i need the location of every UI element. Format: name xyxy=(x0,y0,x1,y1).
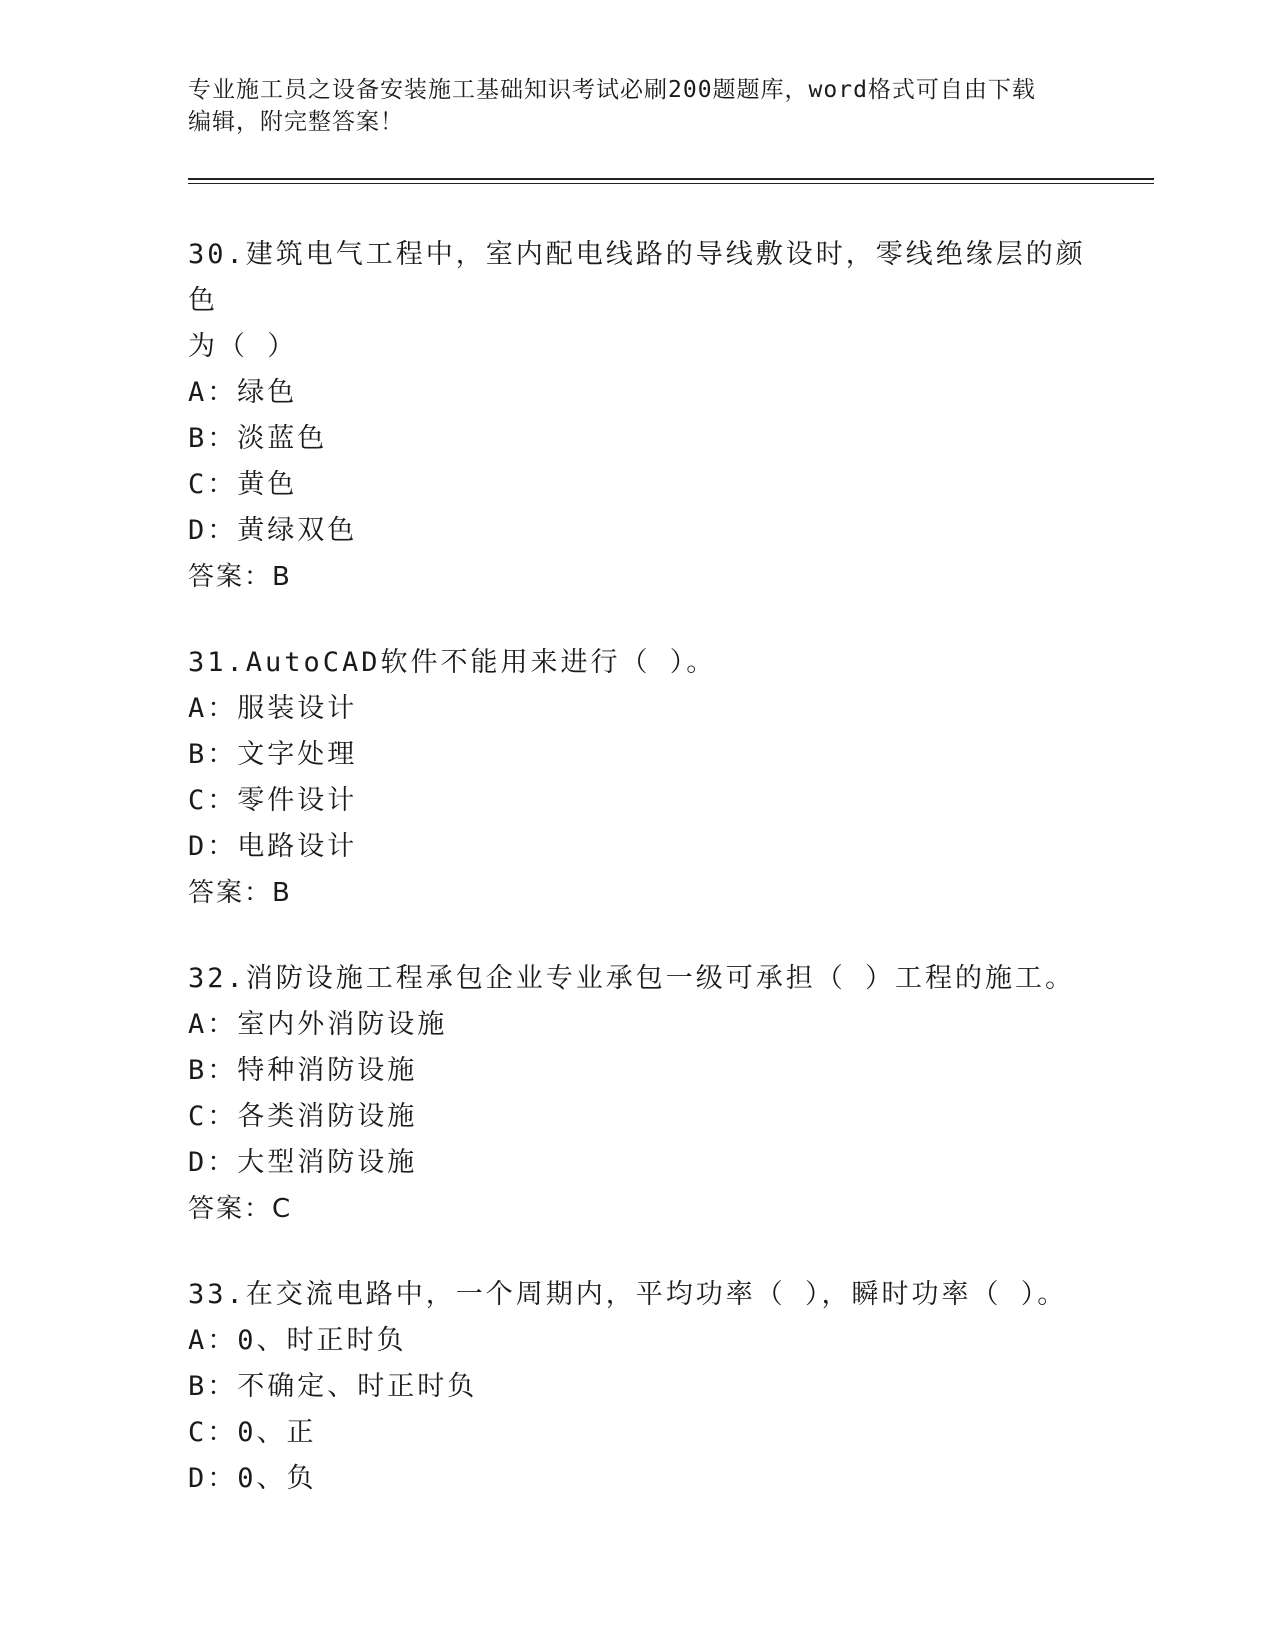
question-30 xyxy=(188,232,1088,600)
answer: 答案：B xyxy=(188,562,292,592)
header-divider-thick xyxy=(188,178,1154,180)
option-c: C：各类消防设施 xyxy=(188,1101,418,1132)
question-33 xyxy=(188,1272,1088,1502)
question-title: 30.建筑电气工程中，室内配电线路的导线敷设时，零线绝缘层的颜色 xyxy=(188,239,1086,316)
option-a: A：室内外消防设施 xyxy=(188,1009,448,1040)
option-b: B：不确定、时正时负 xyxy=(188,1371,478,1402)
answer: 答案：C xyxy=(188,1194,293,1224)
option-d: D：电路设计 xyxy=(188,831,358,862)
option-b: B：文字处理 xyxy=(188,739,358,770)
option-b: B：特种消防设施 xyxy=(188,1055,418,1086)
header-divider-thin xyxy=(188,183,1154,184)
header-line-2: 编辑，附完整答案！ xyxy=(188,109,404,135)
option-d: D：黄绿双色 xyxy=(188,515,358,546)
option-b: B：淡蓝色 xyxy=(188,423,328,454)
option-d: D：大型消防设施 xyxy=(188,1147,418,1178)
question-32 xyxy=(188,956,1088,1232)
question-31 xyxy=(188,640,1088,916)
option-a: A：服装设计 xyxy=(188,693,358,724)
option-c: C：零件设计 xyxy=(188,785,358,816)
document-header xyxy=(188,74,1088,138)
option-c: C：0、正 xyxy=(188,1417,317,1448)
option-a: A：绿色 xyxy=(188,377,298,408)
header-line-1: 专业施工员之设备安装施工基础知识考试必刷200题题库，word格式可自由下载 xyxy=(188,77,1036,103)
question-title: 33.在交流电路中，一个周期内，平均功率（ ），瞬时功率（ ）。 xyxy=(188,1279,1068,1310)
option-d: D：0、负 xyxy=(188,1463,317,1494)
question-title: 32.消防设施工程承包企业专业承包一级可承担（ ）工程的施工。 xyxy=(188,963,1076,994)
question-title-continued: 为（ ） xyxy=(188,331,298,362)
question-title: 31.AutoCAD软件不能用来进行（ ）。 xyxy=(188,647,717,678)
answer: 答案：B xyxy=(188,878,292,908)
option-c: C：黄色 xyxy=(188,469,298,500)
option-a: A：0、时正时负 xyxy=(188,1325,407,1356)
question-list xyxy=(188,232,1088,1542)
